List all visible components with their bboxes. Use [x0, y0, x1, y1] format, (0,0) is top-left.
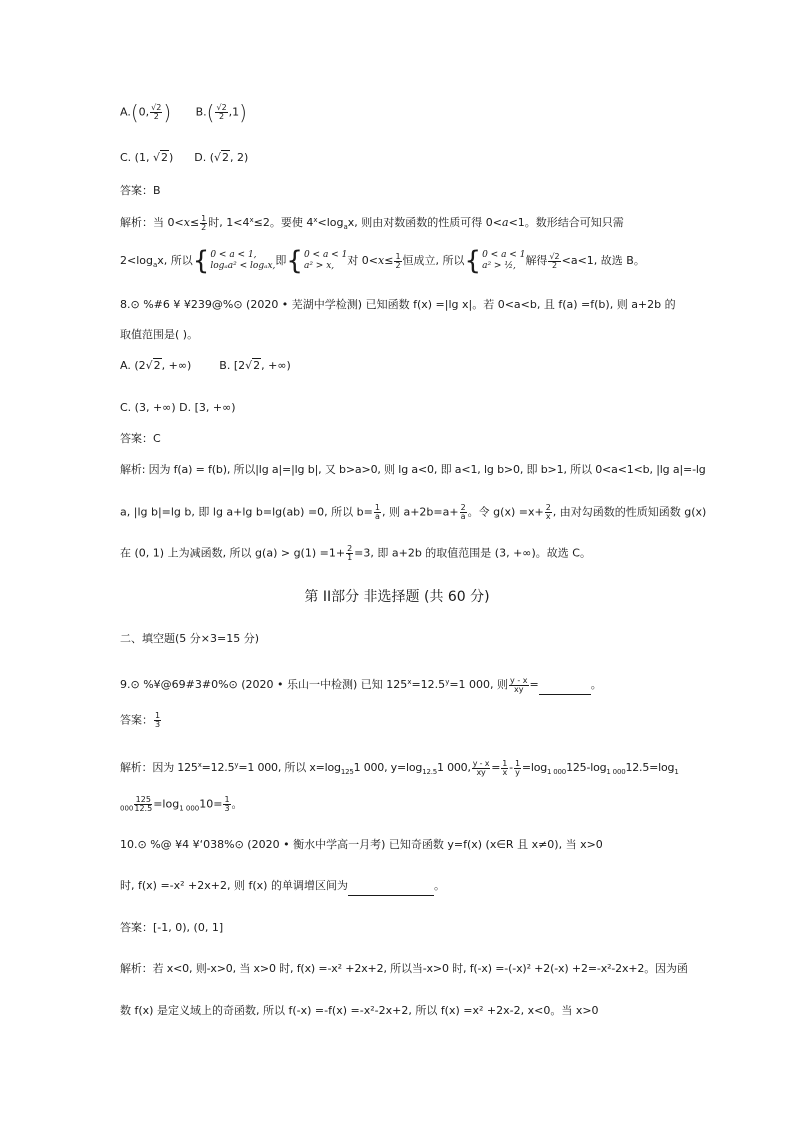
- q7-option-a-label: A.: [120, 105, 131, 119]
- section-title: 第 II部分 非选择题 (共 60 分): [304, 589, 490, 605]
- q7-options-cd: C. (1, √2) D. (√2, 2): [120, 151, 249, 164]
- q10-explanation-line2: 数 f(x) 是定义域上的奇函数, 所以 f(-x) =-f(x) =-x²-2x+2, 所以 f(x) =x² +2x-2, x<0。当 x>0: [120, 1004, 599, 1017]
- q10-stem-line2: 时, f(x) =-x² +2x+2, 则 f(x) 的单调增区间为 。: [120, 879, 445, 896]
- q8-explanation-line2: a, |lg b|=lg b, 即 lg a+lg b=lg(ab) =0, 所以 b= $\frac{1}{a}$ , 则 a+2b=a+ $\frac{2}{a}$ 。令 g(x) =x+ $\frac{2}{x}$ , 由对勾函数的性质知函数 g(x): [120, 503, 707, 521]
- q8-answer: 答案：C: [120, 432, 161, 445]
- q7-options-ab: A.(0, $\frac{√2}{2}$ ) B.( $\frac{√2}{2}$ ,1): [120, 100, 247, 125]
- q8-explanation-line3: 在 (0, 1) 上为减函数, 所以 g(a) > g(1) =1+ $\frac{2}{1}$ =3, 即 a+2b 的取值范围是 (3, +∞)。故选 C。: [120, 544, 591, 562]
- q10-stem-line1: 10.⊙ %@ ¥4 ¥‘038%⊙ (2020 • 衡水中学高一月考) 已知奇函数 y=f(x) (x∈R 且 x≠0), 当 x>0: [120, 838, 603, 851]
- q7-option-b-fraction: $\frac{√2}{2}$: [216, 103, 227, 121]
- q9-stem: 9.⊙ %¥@69#3#0%⊙ (2020 • 乐山一中检测) 已知 $125^x=12.5^y=1$ 000, 则 $\frac{y - x}{xy}$ = 。: [120, 675, 602, 694]
- q7-explanation-line2: $2<\log_ax$, 所以 { 0 < a < 1, logₐa² < logₐx, 即 { 0 < a < 1 a² > x, 对 0<x≤ $\frac{1}{2}$ 恒成立, 所以 { 0 < a < 1 a² > ½, 解得 $\frac{√2}{2}$ <a<1, 故选 B。: [120, 246, 645, 276]
- q7-option-a-fraction: $\frac{√2}{2}$: [151, 103, 162, 121]
- q7-explanation-line1: 解析：当 0<x≤ $\frac{1}{2}$ 时, $1<4^x\le 2$。要使 $4^x<\log_ax$, 则由对数函数的性质可得 0<a<1。数形结合可知只需: [120, 213, 624, 232]
- q10-answer: 答案：[-1, 0), (0, 1]: [120, 921, 224, 934]
- q7-answer: 答案：B: [120, 184, 161, 197]
- q9-answer-blank[interactable]: [539, 680, 591, 695]
- q7-option-a-left: 0,: [138, 105, 150, 119]
- q8-options-cd: C. (3, +∞) D. [3, +∞): [120, 401, 236, 414]
- q8-explanation-line1: 解析: 因为 f(a) = f(b), 所以|lg a|=|lg b|, 又 b>a>0, 则 lg a<0, 即 a<1, lg b>0, 即 b>1, 所以 0<a<1<b, |lg a|=-lg: [120, 463, 706, 476]
- q7-system-3: { 0 < a < 1 a² > ½,: [464, 246, 526, 276]
- q7-system-1: { 0 < a < 1, logₐa² < logₐx,: [192, 246, 276, 276]
- q7-option-b-label: B.: [195, 105, 207, 119]
- q8-stem-line2: 取值范围是( )。: [120, 328, 199, 341]
- q9-explanation-line1: 解析：因为 $125^x=12.5^y=1$ 000, 所以 $x=\log_{125}1$ 000, $y=\log_{12.5}1$ 000, $\frac{y - x}{xy}$ = $\frac{1}{x}$ - $\frac{1}{y}$ $=\log_{1 000}125-\log_{1 000}12.5=\log_1$: [120, 758, 679, 777]
- q8-stem-line1: 8.⊙ %#6 ¥ ¥239@%⊙ (2020 • 芜湖中学检测) 已知函数 f(x) =|lg x|。若 0<a<b, 且 f(a) =f(b), 则 a+2b 的: [120, 298, 676, 311]
- q10-answer-blank[interactable]: [348, 881, 434, 896]
- q9-answer: 答案： $\frac{1}{3}$: [120, 711, 161, 729]
- q10-explanation-line1: 解析：若 x<0, 则-x>0, 当 x>0 时, f(x) =-x² +2x+2, 所以当-x>0 时, f(-x) =-(-x)² +2(-x) +2=-x²-2x+2。因为函: [120, 962, 688, 975]
- q8-options-ab: A. (2√2, +∞) B. [2√2, +∞): [120, 359, 291, 372]
- q7-option-b-right: ,1: [228, 105, 240, 119]
- q9-explanation-line2: $_{000}$ $\frac{125}{12.5}$ $=\log_{1 000}10=$ $\frac{1}{3}$ 。: [120, 795, 243, 813]
- q7-system-2: { 0 < a < 1 a² > x,: [286, 246, 348, 276]
- section-subtitle: 二、填空题(5 分×3=15 分): [120, 632, 260, 645]
